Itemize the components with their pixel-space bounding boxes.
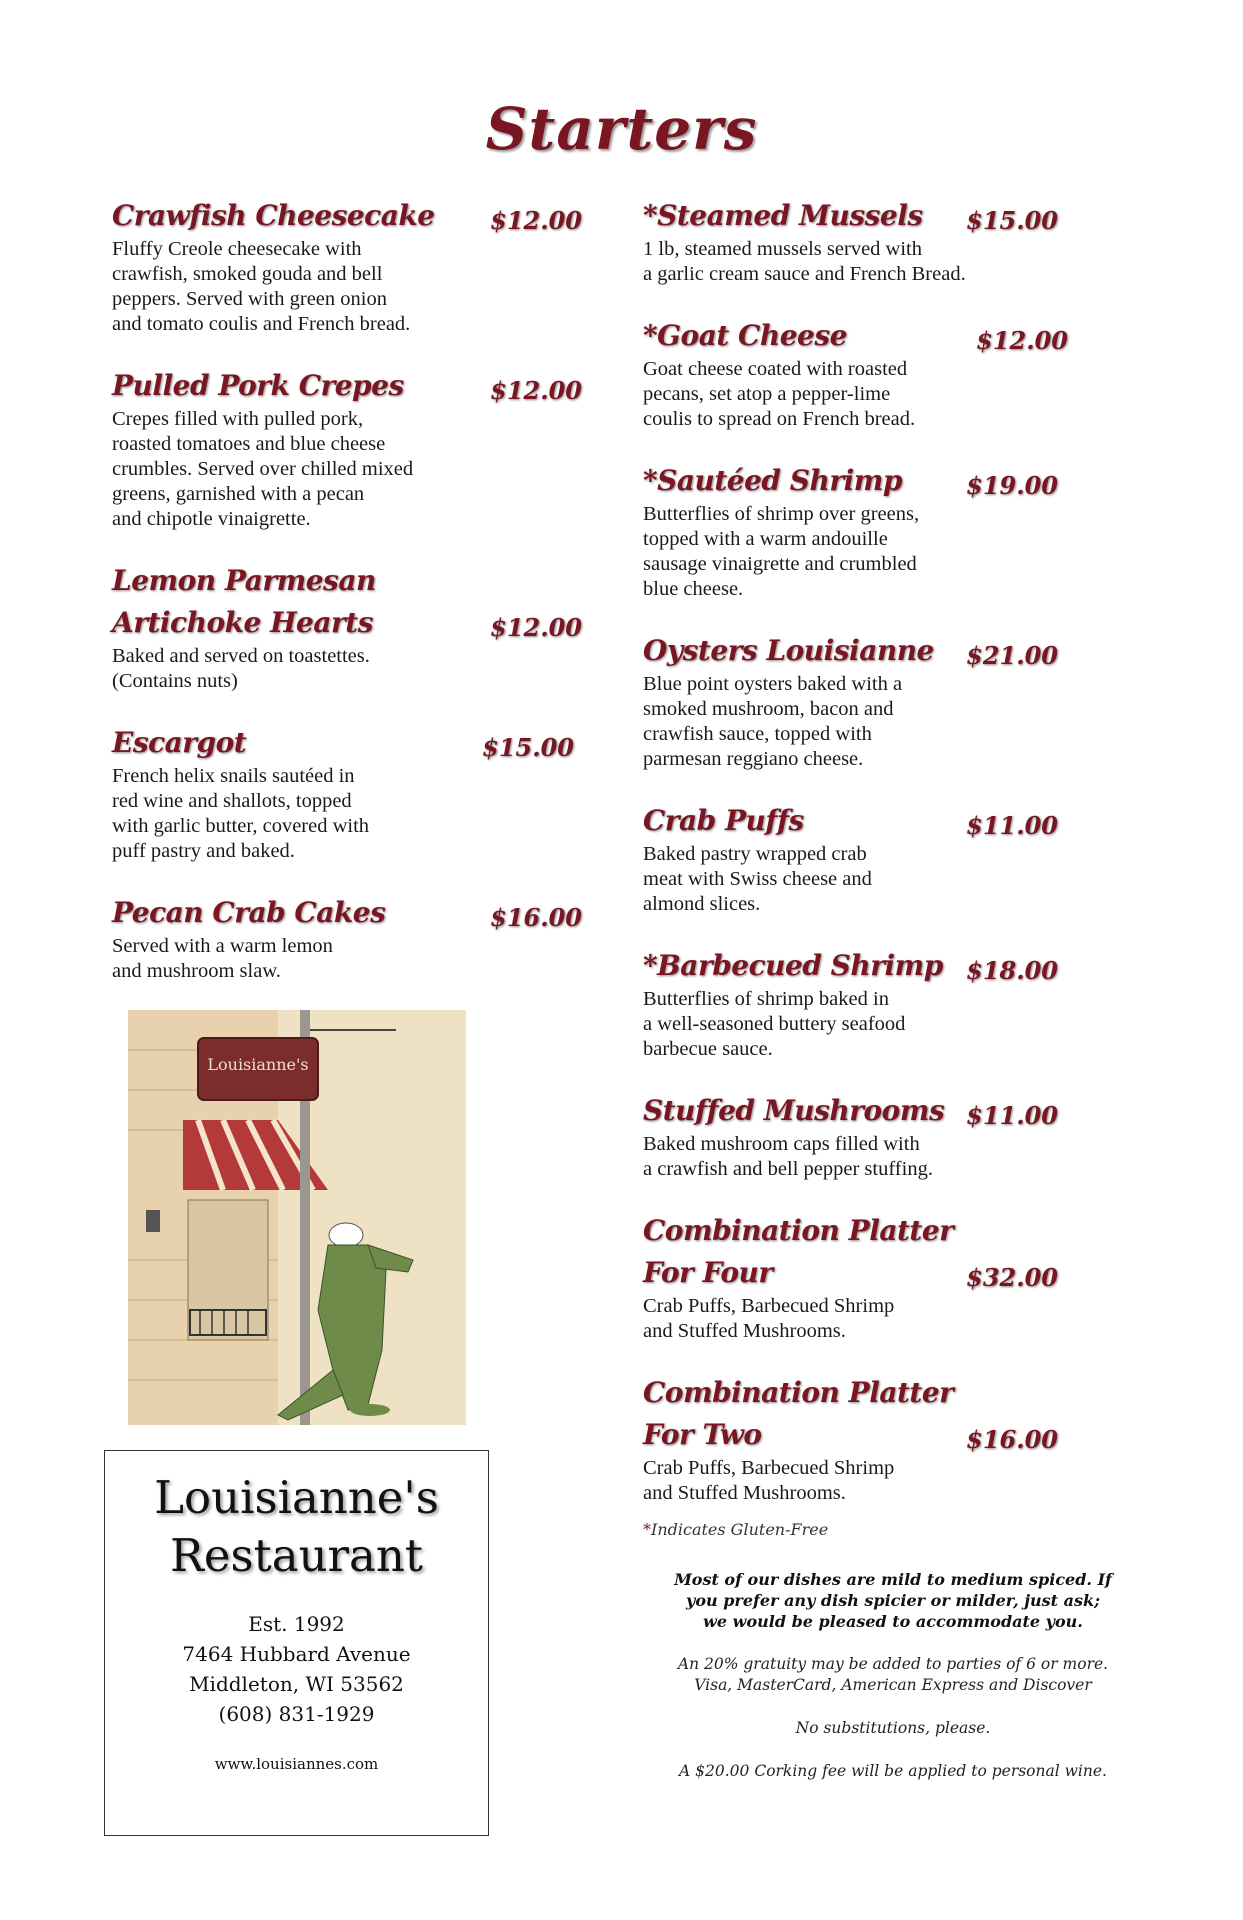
- item-price: $32.00: [966, 1263, 1058, 1292]
- page-title: Starters: [485, 95, 758, 163]
- item-name: *Goat Cheese: [643, 319, 847, 352]
- right-menu-column: [643, 195, 1093, 1534]
- item-name-line1: Combination Platter: [643, 1376, 954, 1409]
- item-price: $21.00: [966, 641, 1058, 670]
- menu-item: [643, 460, 1093, 602]
- item-description: Baked mushroom caps filled with a crawfish and bell pepper stuffing.: [643, 1133, 933, 1180]
- item-description: Butterflies of shrimp over greens, topped with a warm andouille sausage vinaigrette and crumbled blue cheese.: [643, 503, 920, 600]
- menu-item: [643, 1090, 1093, 1182]
- item-description: Baked pastry wrapped crab meat with Swiss cheese and almond slices.: [643, 843, 872, 915]
- item-name: Oysters Louisianne: [643, 634, 934, 667]
- item-description: Crab Puffs, Barbecued Shrimp and Stuffed Mushrooms.: [643, 1295, 895, 1342]
- item-name: *Sautéed Shrimp: [643, 464, 902, 497]
- menu-item: [112, 892, 582, 984]
- item-name: Escargot: [112, 726, 247, 759]
- item-price: $15.00: [966, 206, 1058, 235]
- item-name-line2: For Four: [643, 1256, 773, 1289]
- substitution-note: No substitutions, please.: [795, 1719, 991, 1737]
- item-name-line2: Artichoke Hearts: [112, 606, 373, 639]
- item-price: $16.00: [966, 1425, 1058, 1454]
- item-name: Crawfish Cheesecake: [112, 199, 435, 232]
- item-name: *Steamed Mussels: [643, 199, 923, 232]
- item-name-line1: Lemon Parmesan: [112, 564, 376, 597]
- item-name: Crab Puffs: [643, 804, 804, 837]
- item-price: $12.00: [490, 613, 582, 642]
- item-name: Pulled Pork Crepes: [112, 369, 404, 402]
- menu-item: [643, 1372, 1093, 1506]
- item-price: $16.00: [490, 903, 582, 932]
- item-price: $19.00: [966, 471, 1058, 500]
- item-price: $18.00: [966, 956, 1058, 985]
- established-year: Est. 1992: [248, 1612, 345, 1636]
- item-name: *Barbecued Shrimp: [643, 949, 943, 982]
- item-description: 1 lb, steamed mussels served with a garlic cream sauce and French Bread.: [643, 238, 966, 285]
- item-price: $11.00: [966, 811, 1058, 840]
- gluten-free-text: Indicates Gluten-Free: [651, 1520, 829, 1539]
- item-description: Baked and served on toastettes. (Contains nuts): [112, 645, 370, 692]
- item-price: $12.00: [490, 206, 582, 235]
- item-description: Goat cheese coated with roasted pecans, set atop a pepper-lime coulis to spread on French bread.: [643, 358, 916, 430]
- menu-item: [643, 800, 1093, 917]
- item-price: $12.00: [976, 326, 1068, 355]
- phone-number: (608) 831-1929: [218, 1702, 375, 1726]
- menu-item: [112, 722, 582, 864]
- restaurant-name: Louisianne's Restaurant: [154, 1471, 439, 1582]
- item-name: Pecan Crab Cakes: [112, 896, 386, 929]
- alligator-chef-illustration: [128, 1010, 466, 1425]
- address-line-1: 7464 Hubbard Avenue: [182, 1642, 411, 1666]
- menu-item: [643, 1210, 1093, 1344]
- menu-item: [643, 315, 1093, 432]
- sign-text: Louisianne's: [207, 1055, 309, 1074]
- left-menu-column: [112, 195, 582, 1012]
- spice-note: Most of our dishes are mild to medium spiced. If you prefer any dish spicier or milder, just ask; we would be pleased to accommodate you.: [674, 1570, 1112, 1631]
- menu-item: [112, 365, 582, 532]
- item-price: $12.00: [490, 376, 582, 405]
- item-description: Butterflies of shrimp baked in a well-seasoned buttery seafood barbecue sauce.: [643, 988, 906, 1060]
- item-price: $15.00: [482, 733, 574, 762]
- menu-item: [643, 630, 1093, 772]
- item-description: French helix snails sautéed in red wine and shallots, topped with garlic butter, covered with puff pastry and baked.: [112, 765, 370, 862]
- menu-item: [643, 195, 1093, 287]
- gluten-free-note: [643, 1520, 1143, 1539]
- item-description: Crepes filled with pulled pork, roasted tomatoes and blue cheese crumbles. Served over chilled mixed greens, garnished with a pecan and chipotle vinaigrette.: [112, 408, 414, 530]
- item-description: Blue point oysters baked with a smoked mushroom, bacon and crawfish sauce, topped with parmesan reggiano cheese.: [643, 673, 903, 770]
- item-description: Fluffy Creole cheesecake with crawfish, smoked gouda and bell peppers. Served with green onion and tomato coulis and French bread.: [112, 238, 411, 335]
- gluten-free-star: *: [643, 1520, 651, 1539]
- item-description: Crab Puffs, Barbecued Shrimp and Stuffed Mushrooms.: [643, 1457, 895, 1504]
- restaurant-info-box: [104, 1450, 489, 1836]
- menu-notes: [643, 1520, 1143, 1782]
- item-name: Stuffed Mushrooms: [643, 1094, 945, 1127]
- menu-item: [112, 195, 582, 337]
- gratuity-note: An 20% gratuity may be added to parties of 6 or more. Visa, MasterCard, American Express and Discover: [677, 1655, 1109, 1694]
- address-line-2: Middleton, WI 53562: [189, 1672, 404, 1696]
- item-price: $11.00: [966, 1101, 1058, 1130]
- menu-item: [643, 945, 1093, 1062]
- menu-item: [112, 560, 582, 694]
- corking-fee-note: A $20.00 Corking fee will be applied to personal wine.: [679, 1762, 1107, 1780]
- website-link[interactable]: www.louisiannes.com: [214, 1755, 379, 1773]
- item-name-line1: Combination Platter: [643, 1214, 954, 1247]
- item-description: Served with a warm lemon and mushroom slaw.: [112, 935, 333, 982]
- item-name-line2: For Two: [643, 1418, 762, 1451]
